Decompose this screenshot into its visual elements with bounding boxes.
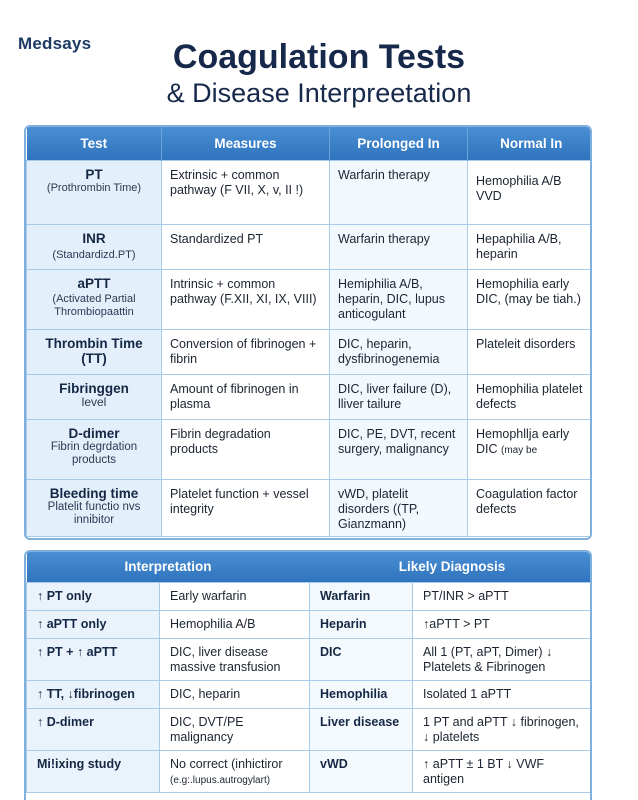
column-header: Likely Diagnosis	[310, 552, 592, 582]
meaning-cell: DIC, heparin	[160, 680, 310, 708]
test-name: aPTT	[77, 275, 111, 291]
test-name-cell	[27, 419, 162, 479]
prolonged-cell: Warfarin therapy	[330, 160, 468, 224]
diagnosis-detail-cell: PT/INR > aPTT	[413, 582, 592, 610]
prolonged-cell: DIC, liver failure (D), lliver tailure	[330, 374, 468, 419]
test-subtitle: (TT)	[81, 350, 107, 366]
test-subtitle: Platelit functio nvs innibitor	[47, 500, 141, 526]
table-row	[27, 374, 593, 419]
column-header: Normal In	[468, 127, 593, 160]
table-header-row	[27, 127, 593, 160]
column-header: Interpretation	[27, 552, 310, 582]
measures-cell: Fibrin degradation products	[162, 419, 330, 479]
pattern-cell: ↑ PT + ↑ aPTT	[27, 638, 160, 680]
column-header: Measures	[162, 127, 330, 160]
normal-cell	[468, 479, 593, 536]
prolonged-cell: vWD, platelit disorders ((TP, Gianzmann)	[330, 479, 468, 536]
normal-text: Hepaphilia A/B, heparin	[476, 231, 562, 261]
pattern-cell: Mi!ixing study	[27, 750, 160, 792]
table-row	[27, 638, 593, 680]
meaning-cell: DIC, liver disease massive transfusion	[160, 638, 310, 680]
table-row	[27, 479, 593, 536]
coagulation-tests-table-card	[24, 125, 592, 540]
normal-note: (may be	[501, 444, 538, 456]
table-row	[27, 708, 593, 750]
test-name: D-dimer	[68, 425, 120, 441]
table-row	[27, 269, 593, 329]
page-title: Coagulation Tests	[172, 38, 466, 76]
measures-cell: Amount of fibrinogen in plasma	[162, 374, 330, 419]
pattern-cell: ↑ PT only	[27, 582, 160, 610]
normal-cell	[468, 269, 593, 329]
pattern-cell: ↑ D-dimer	[27, 708, 160, 750]
normal-text: Hemophilia A/B VVD	[476, 173, 562, 203]
column-header: Test	[27, 127, 162, 160]
interpretation-table-card	[24, 550, 592, 800]
diagnosis-cell: Hemophilia	[310, 680, 413, 708]
meaning-cell: Early warfarin	[160, 582, 310, 610]
test-name: Thrombin Time	[45, 335, 143, 351]
diagnosis-cell: DIC	[310, 638, 413, 680]
diagnosis-detail-cell: 1 PT and aPTT ↓ fibrinogen, ↓ platelets	[413, 708, 592, 750]
pattern-cell: ↑ TT, ↓fibrinogen	[27, 680, 160, 708]
test-name-cell	[27, 224, 162, 269]
meaning-note: (e.g:.lupus.autrogylart)	[170, 774, 271, 786]
diagnosis-detail-cell: All 1 (PT, aPT, Dimer) ↓ Platelets & Fibrinogen	[413, 638, 592, 680]
normal-cell	[468, 224, 593, 269]
meaning-text: No correct (inhictiror	[170, 756, 283, 771]
table-row	[27, 610, 593, 638]
table-row	[27, 419, 593, 479]
test-name-cell	[27, 160, 162, 224]
test-subtitle: level	[81, 394, 107, 409]
measures-cell: Extrinsic + common pathway (F VII, X, v, II !)	[162, 160, 330, 224]
test-name: Fibringgen	[59, 380, 129, 396]
table-row	[27, 680, 593, 708]
diagnosis-cell: Liver disease	[310, 708, 413, 750]
normal-text: Hemophilia platelet defects	[476, 381, 583, 411]
test-name: Bleeding time	[49, 485, 139, 501]
diagnosis-detail-cell: ↑ aPTT ± 1 BT ↓ VWF antigen	[413, 750, 592, 792]
test-subtitle: (Prothrombin Time)	[46, 181, 142, 194]
test-name: PT	[85, 166, 103, 182]
normal-cell	[468, 419, 593, 479]
normal-cell	[468, 160, 593, 224]
meaning-cell: Hemophilia A/B	[160, 610, 310, 638]
measures-cell: Platelet function + vessel integrity	[162, 479, 330, 536]
test-subtitle: (Standardizd.PT)	[52, 248, 136, 261]
table-row	[27, 224, 593, 269]
test-name: INR	[82, 230, 106, 246]
diagnosis-detail-cell: Isolated 1 aPTT	[413, 680, 592, 708]
diagnosis-cell: vWD	[310, 750, 413, 792]
measures-cell: Standardized PT	[162, 224, 330, 269]
measures-cell: Intrinsic + common pathway (F.XII, XI, IX, VIII)	[162, 269, 330, 329]
test-name-cell	[27, 479, 162, 536]
table-header-row	[27, 552, 593, 582]
normal-text: Plateleit disorders	[476, 336, 576, 351]
prolonged-cell: Warfarin therapy	[330, 224, 468, 269]
prolonged-cell: DIC, PE, DVT, recent surgery, malignancy	[330, 419, 468, 479]
pattern-cell: ↑ aPTT only	[27, 610, 160, 638]
normal-text: Hemophllja early DIC	[476, 426, 570, 456]
table-row	[27, 329, 593, 374]
diagnosis-cell: Warfarin	[310, 582, 413, 610]
normal-cell	[468, 374, 593, 419]
table-row	[27, 582, 593, 610]
test-name-cell	[27, 374, 162, 419]
diagnosis-detail-cell: ↑aPTT > PT	[413, 610, 592, 638]
meaning-cell	[160, 750, 310, 792]
test-name-cell	[27, 329, 162, 374]
column-header: Prolonged In	[330, 127, 468, 160]
normal-cell	[468, 329, 593, 374]
normal-text: Hemophilia early DIC, (may be tiah.)	[476, 276, 581, 306]
meaning-cell: DIC, DVT/PE malignancy	[160, 708, 310, 750]
table-row	[27, 750, 593, 792]
test-name-cell	[27, 269, 162, 329]
measures-cell: Conversion of fibrinogen + fibrin	[162, 329, 330, 374]
prolonged-cell: Hemiphilia A/B, heparin, DIC, lupus anticogulant	[330, 269, 468, 329]
coagulation-tests-table	[26, 127, 592, 537]
table-row	[27, 160, 593, 224]
prolonged-cell: DIC, heparin, dysfibrinogenemia	[330, 329, 468, 374]
diagnosis-cell: Heparin	[310, 610, 413, 638]
test-subtitle: (Activated Partial Thrombiopaattin	[52, 292, 136, 318]
page-subtitle: & Disease Interpreetation	[166, 78, 472, 108]
interpretation-table	[26, 552, 592, 793]
test-subtitle: Fibrin degrdation products	[50, 440, 138, 466]
brand-logo: Medsays	[18, 34, 92, 53]
normal-text: Coagulation factor defects	[476, 486, 578, 516]
